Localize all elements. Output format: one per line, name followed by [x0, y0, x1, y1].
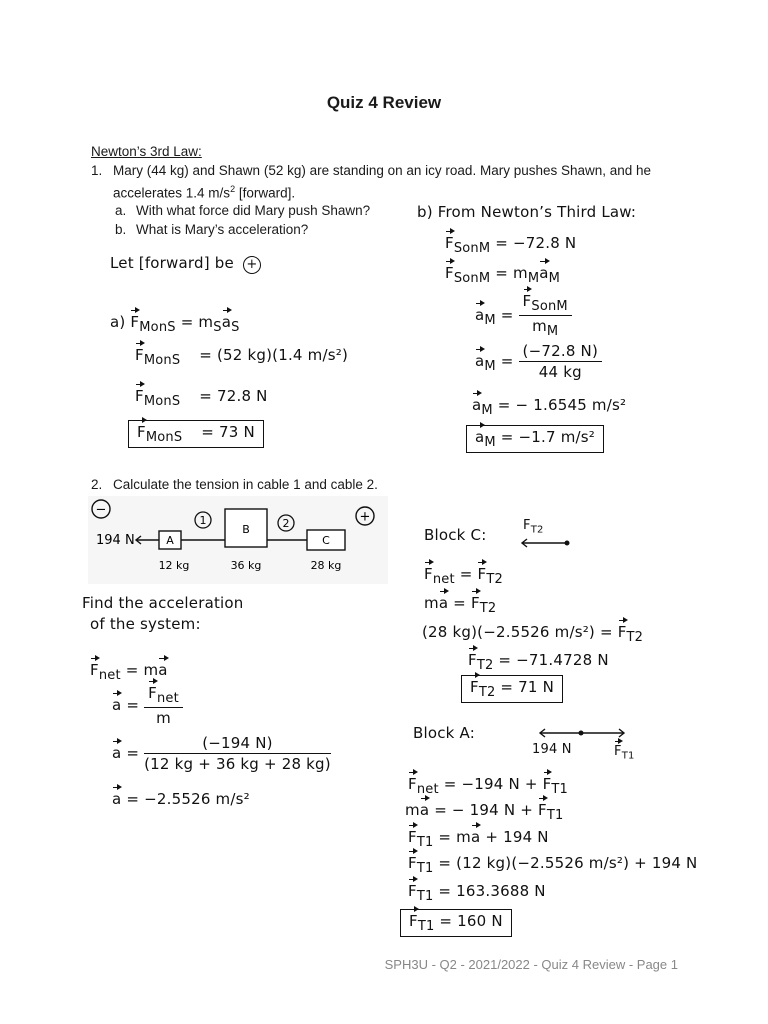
q1-part-a-label: a.	[115, 203, 127, 218]
part-b-line1: $F_{SonM} = -72.8$ N	[445, 234, 577, 256]
q1-text-line2: accelerates 1.4 $m/s^2$ [forward].	[113, 184, 296, 201]
system-eq3: a = $\frac{(-194 N)}{(12 kg + 36 kg + 28 kg)}$	[112, 734, 331, 773]
part-a-line2: $F_{MonS} = (52$ kg)(1.4 m/s²)	[135, 346, 348, 368]
svg-text:1: 1	[199, 514, 207, 527]
fbd-point	[579, 731, 584, 736]
fbd-point	[565, 541, 570, 546]
block-a-label: A	[166, 534, 174, 547]
block-a-fbd-right-label: $F_{T1}$	[614, 744, 635, 762]
block-c-line3: (28 kg)(−2.5526 $m/s^2) = F_{T2}$	[422, 623, 644, 645]
part-b-line5: $a_M$ = − 1.6545 m/s²	[472, 396, 627, 418]
system-heading-line1: Find the acceleration	[82, 594, 244, 612]
block-c-fbd	[518, 536, 574, 550]
mass-c-label: 28 kg	[310, 559, 342, 572]
block-c-heading: Block C:	[424, 526, 487, 544]
q1-number: 1.	[91, 163, 103, 178]
block-c-fbd-label: $F_{T2}$	[523, 518, 544, 536]
block-c-line1: $F_{net} = F_{T2}$	[424, 565, 503, 587]
applied-force-label: 194 N	[96, 533, 135, 548]
sign-convention: Let [forward] be +	[110, 254, 261, 274]
q2-number: 2.	[91, 477, 103, 492]
q1-part-a: With what force did Mary push Shawn?	[136, 203, 371, 218]
part-b-heading: b) From Newton’s Third Law:	[417, 203, 637, 221]
block-c-line4: $F_{T2} = -71.4728$ N	[468, 651, 609, 673]
part-a-answer: $F_{MonS} = 73$ N	[128, 420, 264, 448]
svg-text:−: −	[95, 502, 107, 518]
block-a-line4: $F_{T1} = (12$ kg)(−2.5526 m/s²) + 194 N	[408, 854, 698, 876]
block-a-line1: $F_{net} = -194$ $N + F_{T1}$	[408, 775, 569, 797]
block-a-answer: $F_{T1} = 160$ N	[400, 909, 512, 937]
q1-text-line1: Mary (44 kg) and Shawn (52 kg) are standing on an icy road. Mary pushes Shawn, and he	[113, 163, 652, 178]
block-c-answer: $F_{T2} = 71$ N	[461, 675, 563, 703]
block-c-line2: ma = $F_{T2}$	[424, 594, 497, 616]
block-a-line3: $F_{T1}$ = ma + 194 N	[408, 828, 549, 850]
page-title: Quiz 4 Review	[326, 93, 442, 112]
part-b-line4: $a_M$ = $\frac{(-72.8 N)}{44 kg}$	[475, 342, 602, 381]
part-b-line2: $F_{SonM} = m_Ma_M$	[445, 264, 561, 286]
part-b-line3: $a_M$ = $\frac{F_{SonM}}{m_M}$	[475, 292, 572, 339]
svg-text:2: 2	[282, 517, 290, 530]
part-a-line3: $F_{MonS} = 72.8$ N	[135, 387, 268, 409]
block-a-fbd-left-label: 194 N	[532, 742, 572, 757]
blocks-diagram	[88, 496, 388, 584]
section-heading: Newton’s 3rd Law:	[91, 144, 202, 159]
system-eq2: a = $\frac{F_{net}}{m}$	[112, 684, 183, 727]
part-b-answer: $a_M = -1.7$ m/s²	[466, 425, 604, 453]
system-heading-line2: of the system:	[90, 615, 201, 633]
q2-text: Calculate the tension in cable 1 and cable 2.	[113, 477, 378, 492]
block-c-label: C	[322, 534, 330, 547]
svg-text:+: +	[359, 509, 371, 525]
q1-part-b: What is Mary’s acceleration?	[136, 222, 309, 237]
system-eq4: a = −2.5526 m/s²	[112, 790, 250, 808]
block-b-label: B	[242, 523, 250, 536]
system-eq1: $F_{net}$ = ma	[90, 661, 168, 683]
q1-part-b-label: b.	[115, 222, 127, 237]
block-a-line2: ma = − 194 $N + F_{T1}$	[405, 801, 564, 823]
block-a-line5: $F_{T1} = 163.3688$ N	[408, 882, 546, 904]
page-footer: SPH3U - Q2 - 2021/2022 - Quiz 4 Review - Page 1	[384, 957, 678, 972]
block-a-heading: Block A:	[413, 724, 475, 742]
part-a-line1: a) $F_{MonS} = m_Sa_S$	[110, 313, 240, 335]
block-a-fbd	[536, 726, 628, 740]
mass-b-label: 36 kg	[230, 559, 262, 572]
mass-a-label: 12 kg	[158, 559, 190, 572]
